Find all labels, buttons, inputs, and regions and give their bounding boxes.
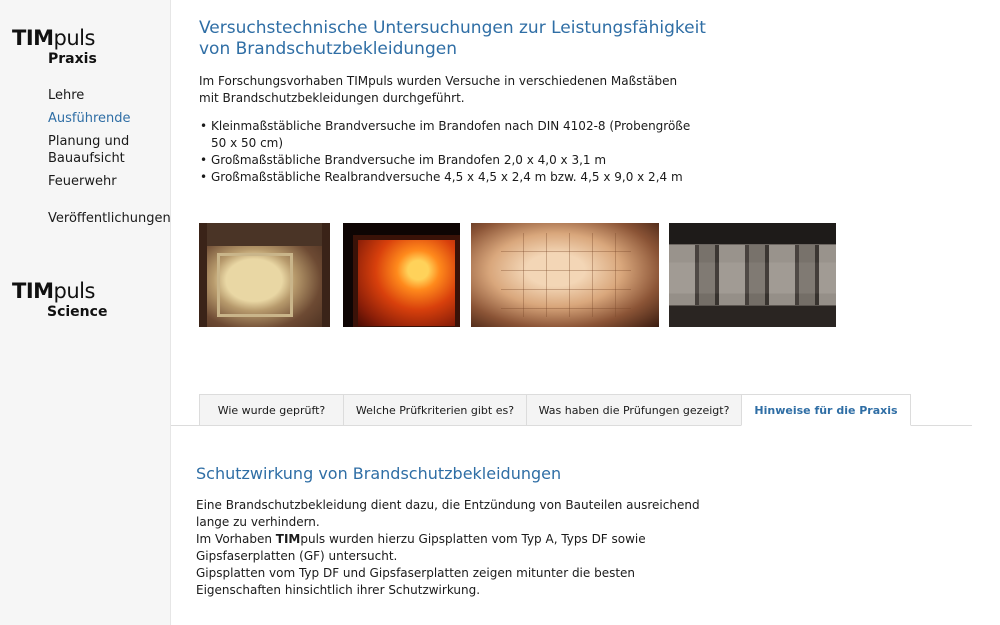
logo-puls: puls: [53, 26, 95, 50]
nav-item-lehre[interactable]: Lehre: [48, 88, 85, 103]
tab-pruefkriterien[interactable]: Welche Prüfkriterien gibt es?: [343, 394, 526, 426]
tab-bar: [199, 394, 911, 426]
logo-puls: puls: [53, 279, 95, 303]
logo-tim: TIM: [12, 26, 54, 50]
paragraph: Gipsplatten vom Typ DF und Gipsfaserplatten zeigen mitunter die besten Eigenschaften hinsichtlich ihrer Schutzwirkung.: [196, 566, 636, 597]
burned-room-photo[interactable]: [669, 223, 836, 327]
tab-wie-wurde-geprueft[interactable]: Wie wurde geprüft?: [199, 394, 343, 426]
furnace-test-photo[interactable]: [199, 223, 330, 327]
section-body: [196, 497, 706, 599]
nav-item-ausfuehrende[interactable]: Ausführende: [48, 111, 131, 126]
timpuls-logo[interactable]: [12, 26, 95, 50]
brand-tim-bold: TIM: [275, 532, 301, 546]
paragraph-prefix: Im Vorhaben: [196, 532, 276, 546]
furnace-interior-photo[interactable]: [471, 223, 659, 327]
logo-subtitle-science: Science: [47, 304, 108, 320]
paragraph: Eine Brandschutzbekleidung dient dazu, die Entzündung von Bauteilen ausreichend lange zu verhindern.: [196, 498, 700, 529]
nav-item-feuerwehr[interactable]: Feuerwehr: [48, 174, 117, 189]
intro-text: Im Forschungsvorhaben TIMpuls wurden Versuche in verschiedenen Maßstäben mit Brandschutzbekleidungen durchgeführt.: [199, 74, 678, 105]
tab-hinweise-praxis[interactable]: Hinweise für die Praxis: [741, 394, 911, 426]
list-item: • Großmaßstäbliche Brandversuche im Brandofen 2,0 x 4,0 x 3,1 m: [199, 152, 699, 169]
sidebar: [0, 0, 171, 625]
nav-item-veroeffentlichungen[interactable]: Veröffentlichungen: [48, 211, 171, 226]
nav-item-planung-bauaufsicht[interactable]: Planung und Bauaufsicht: [48, 134, 130, 166]
paragraph-rest: puls wurden hierzu Gipsplatten vom Typ A, Typs DF sowie Gipsfaserplatten (GF) untersucht.: [196, 532, 646, 563]
page-title: Versuchstechnische Untersuchungen zur Leistungsfähigkeit von Brandschutzbekleidungen: [199, 18, 706, 59]
sidebar-nav: [48, 87, 171, 227]
paragraph: [196, 531, 706, 565]
list-item: • Großmaßstäbliche Realbrandversuche 4,5 x 4,5 x 2,4 m bzw. 4,5 x 9,0 x 2,4 m: [199, 169, 699, 186]
list-item: • Kleinmaßstäbliche Brandversuche im Brandofen nach DIN 4102-8 (Probengröße 50 x 50 cm): [199, 118, 699, 152]
tab-pruefungen-gezeigt[interactable]: Was haben die Prüfungen gezeigt?: [526, 394, 741, 426]
section-title: Schutzwirkung von Brandschutzbekleidungen: [196, 464, 562, 483]
logo-tim: TIM: [12, 279, 54, 303]
timpuls-science-logo[interactable]: [12, 279, 95, 303]
fire-test-photo[interactable]: [343, 223, 460, 327]
test-list: [199, 118, 699, 186]
logo-subtitle-praxis: Praxis: [48, 51, 97, 67]
